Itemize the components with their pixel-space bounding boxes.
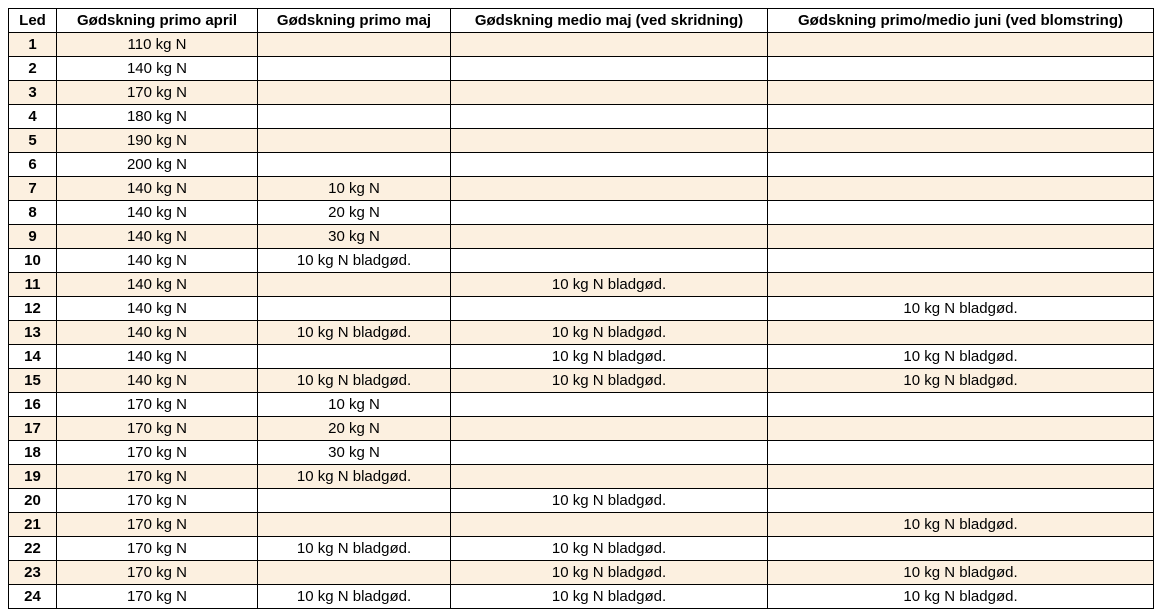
cell-medio-maj: 10 kg N bladgød.: [451, 537, 768, 561]
cell-primo-maj: 30 kg N: [258, 441, 451, 465]
cell-primo-maj: 10 kg N bladgød.: [258, 369, 451, 393]
header-primo-maj: Gødskning primo maj: [258, 9, 451, 33]
cell-primo-maj: [258, 345, 451, 369]
cell-primo-medio-juni: [768, 57, 1154, 81]
cell-medio-maj: [451, 81, 768, 105]
cell-medio-maj: 10 kg N bladgød.: [451, 561, 768, 585]
cell-primo-maj: [258, 129, 451, 153]
cell-primo-april: 140 kg N: [57, 273, 258, 297]
cell-led: 16: [9, 393, 57, 417]
cell-medio-maj: [451, 129, 768, 153]
cell-led: 20: [9, 489, 57, 513]
table-row: [9, 393, 1154, 417]
cell-primo-april: 170 kg N: [57, 489, 258, 513]
cell-primo-april: 170 kg N: [57, 417, 258, 441]
header-medio-maj: Gødskning medio maj (ved skridning): [451, 9, 768, 33]
table-row: [9, 297, 1154, 321]
cell-primo-medio-juni: [768, 321, 1154, 345]
cell-primo-medio-juni: [768, 153, 1154, 177]
cell-primo-maj: [258, 561, 451, 585]
cell-led: 24: [9, 585, 57, 609]
cell-primo-april: 200 kg N: [57, 153, 258, 177]
cell-primo-medio-juni: [768, 201, 1154, 225]
cell-medio-maj: [451, 33, 768, 57]
table-row: [9, 537, 1154, 561]
cell-primo-maj: 10 kg N bladgød.: [258, 465, 451, 489]
cell-primo-april: 170 kg N: [57, 585, 258, 609]
cell-medio-maj: [451, 297, 768, 321]
cell-medio-maj: 10 kg N bladgød.: [451, 273, 768, 297]
cell-primo-april: 170 kg N: [57, 393, 258, 417]
table-row: [9, 585, 1154, 609]
cell-led: 4: [9, 105, 57, 129]
table-row: [9, 441, 1154, 465]
cell-primo-maj: 20 kg N: [258, 417, 451, 441]
cell-primo-medio-juni: [768, 105, 1154, 129]
cell-primo-maj: [258, 33, 451, 57]
cell-primo-maj: [258, 513, 451, 537]
header-row: [9, 9, 1154, 33]
cell-medio-maj: [451, 225, 768, 249]
cell-led: 18: [9, 441, 57, 465]
cell-primo-medio-juni: [768, 81, 1154, 105]
cell-primo-april: 170 kg N: [57, 81, 258, 105]
cell-primo-medio-juni: [768, 129, 1154, 153]
table-row: [9, 81, 1154, 105]
table-row: [9, 105, 1154, 129]
cell-led: 5: [9, 129, 57, 153]
table-row: [9, 417, 1154, 441]
cell-led: 21: [9, 513, 57, 537]
cell-medio-maj: [451, 57, 768, 81]
cell-primo-maj: 30 kg N: [258, 225, 451, 249]
cell-medio-maj: 10 kg N bladgød.: [451, 369, 768, 393]
cell-primo-april: 140 kg N: [57, 57, 258, 81]
table-row: [9, 153, 1154, 177]
cell-medio-maj: [451, 513, 768, 537]
cell-led: 19: [9, 465, 57, 489]
table-row: [9, 33, 1154, 57]
cell-primo-maj: 10 kg N bladgød.: [258, 249, 451, 273]
fertilization-table: [8, 8, 1154, 609]
cell-primo-april: 140 kg N: [57, 369, 258, 393]
cell-primo-medio-juni: [768, 441, 1154, 465]
table-row: [9, 201, 1154, 225]
cell-led: 14: [9, 345, 57, 369]
header-led: Led: [9, 9, 57, 33]
cell-primo-maj: 10 kg N bladgød.: [258, 585, 451, 609]
cell-medio-maj: [451, 417, 768, 441]
cell-primo-april: 190 kg N: [57, 129, 258, 153]
cell-led: 23: [9, 561, 57, 585]
header-primo-april: Gødskning primo april: [57, 9, 258, 33]
cell-led: 9: [9, 225, 57, 249]
cell-primo-medio-juni: 10 kg N bladgød.: [768, 297, 1154, 321]
cell-primo-maj: [258, 105, 451, 129]
cell-led: 7: [9, 177, 57, 201]
cell-primo-maj: [258, 81, 451, 105]
table-row: [9, 225, 1154, 249]
cell-primo-april: 170 kg N: [57, 537, 258, 561]
cell-led: 13: [9, 321, 57, 345]
cell-led: 2: [9, 57, 57, 81]
cell-primo-medio-juni: [768, 249, 1154, 273]
cell-primo-medio-juni: [768, 33, 1154, 57]
cell-primo-maj: 10 kg N: [258, 393, 451, 417]
cell-primo-april: 140 kg N: [57, 249, 258, 273]
table-row: [9, 249, 1154, 273]
cell-led: 15: [9, 369, 57, 393]
table-row: [9, 177, 1154, 201]
cell-primo-medio-juni: [768, 417, 1154, 441]
cell-primo-april: 140 kg N: [57, 297, 258, 321]
table-row: [9, 345, 1154, 369]
cell-primo-maj: [258, 273, 451, 297]
cell-primo-april: 140 kg N: [57, 177, 258, 201]
cell-primo-medio-juni: [768, 393, 1154, 417]
cell-primo-maj: [258, 57, 451, 81]
cell-medio-maj: 10 kg N bladgød.: [451, 345, 768, 369]
cell-medio-maj: [451, 153, 768, 177]
table-body: [9, 33, 1154, 609]
cell-primo-april: 170 kg N: [57, 513, 258, 537]
cell-medio-maj: [451, 177, 768, 201]
cell-primo-medio-juni: [768, 225, 1154, 249]
cell-primo-medio-juni: 10 kg N bladgød.: [768, 585, 1154, 609]
cell-led: 8: [9, 201, 57, 225]
table-row: [9, 489, 1154, 513]
cell-medio-maj: [451, 249, 768, 273]
table-row: [9, 465, 1154, 489]
cell-medio-maj: 10 kg N bladgød.: [451, 585, 768, 609]
cell-led: 22: [9, 537, 57, 561]
cell-primo-april: 180 kg N: [57, 105, 258, 129]
cell-primo-maj: [258, 297, 451, 321]
cell-primo-medio-juni: [768, 177, 1154, 201]
header-primo-medio-juni: Gødskning primo/medio juni (ved blomstring): [768, 9, 1154, 33]
cell-medio-maj: [451, 393, 768, 417]
cell-primo-april: 140 kg N: [57, 345, 258, 369]
cell-led: 1: [9, 33, 57, 57]
cell-led: 3: [9, 81, 57, 105]
cell-primo-medio-juni: 10 kg N bladgød.: [768, 345, 1154, 369]
cell-led: 6: [9, 153, 57, 177]
cell-primo-maj: 10 kg N bladgød.: [258, 321, 451, 345]
cell-primo-maj: 10 kg N bladgød.: [258, 537, 451, 561]
cell-primo-medio-juni: [768, 273, 1154, 297]
cell-primo-medio-juni: 10 kg N bladgød.: [768, 561, 1154, 585]
table-row: [9, 561, 1154, 585]
cell-led: 10: [9, 249, 57, 273]
cell-medio-maj: [451, 441, 768, 465]
cell-primo-medio-juni: [768, 537, 1154, 561]
table-row: [9, 513, 1154, 537]
cell-primo-maj: 10 kg N: [258, 177, 451, 201]
cell-led: 17: [9, 417, 57, 441]
cell-medio-maj: [451, 105, 768, 129]
cell-primo-april: 170 kg N: [57, 441, 258, 465]
cell-primo-medio-juni: [768, 489, 1154, 513]
cell-primo-medio-juni: 10 kg N bladgød.: [768, 513, 1154, 537]
cell-medio-maj: [451, 465, 768, 489]
cell-primo-maj: [258, 153, 451, 177]
cell-primo-april: 170 kg N: [57, 561, 258, 585]
table-row: [9, 273, 1154, 297]
cell-medio-maj: 10 kg N bladgød.: [451, 321, 768, 345]
cell-primo-april: 140 kg N: [57, 201, 258, 225]
cell-medio-maj: [451, 201, 768, 225]
cell-primo-maj: [258, 489, 451, 513]
table-row: [9, 129, 1154, 153]
cell-primo-april: 170 kg N: [57, 465, 258, 489]
cell-medio-maj: 10 kg N bladgød.: [451, 489, 768, 513]
cell-led: 12: [9, 297, 57, 321]
table-row: [9, 57, 1154, 81]
table-row: [9, 321, 1154, 345]
table-row: [9, 369, 1154, 393]
cell-primo-april: 110 kg N: [57, 33, 258, 57]
cell-primo-april: 140 kg N: [57, 321, 258, 345]
cell-led: 11: [9, 273, 57, 297]
cell-primo-medio-juni: 10 kg N bladgød.: [768, 369, 1154, 393]
cell-primo-maj: 20 kg N: [258, 201, 451, 225]
cell-primo-april: 140 kg N: [57, 225, 258, 249]
cell-primo-medio-juni: [768, 465, 1154, 489]
